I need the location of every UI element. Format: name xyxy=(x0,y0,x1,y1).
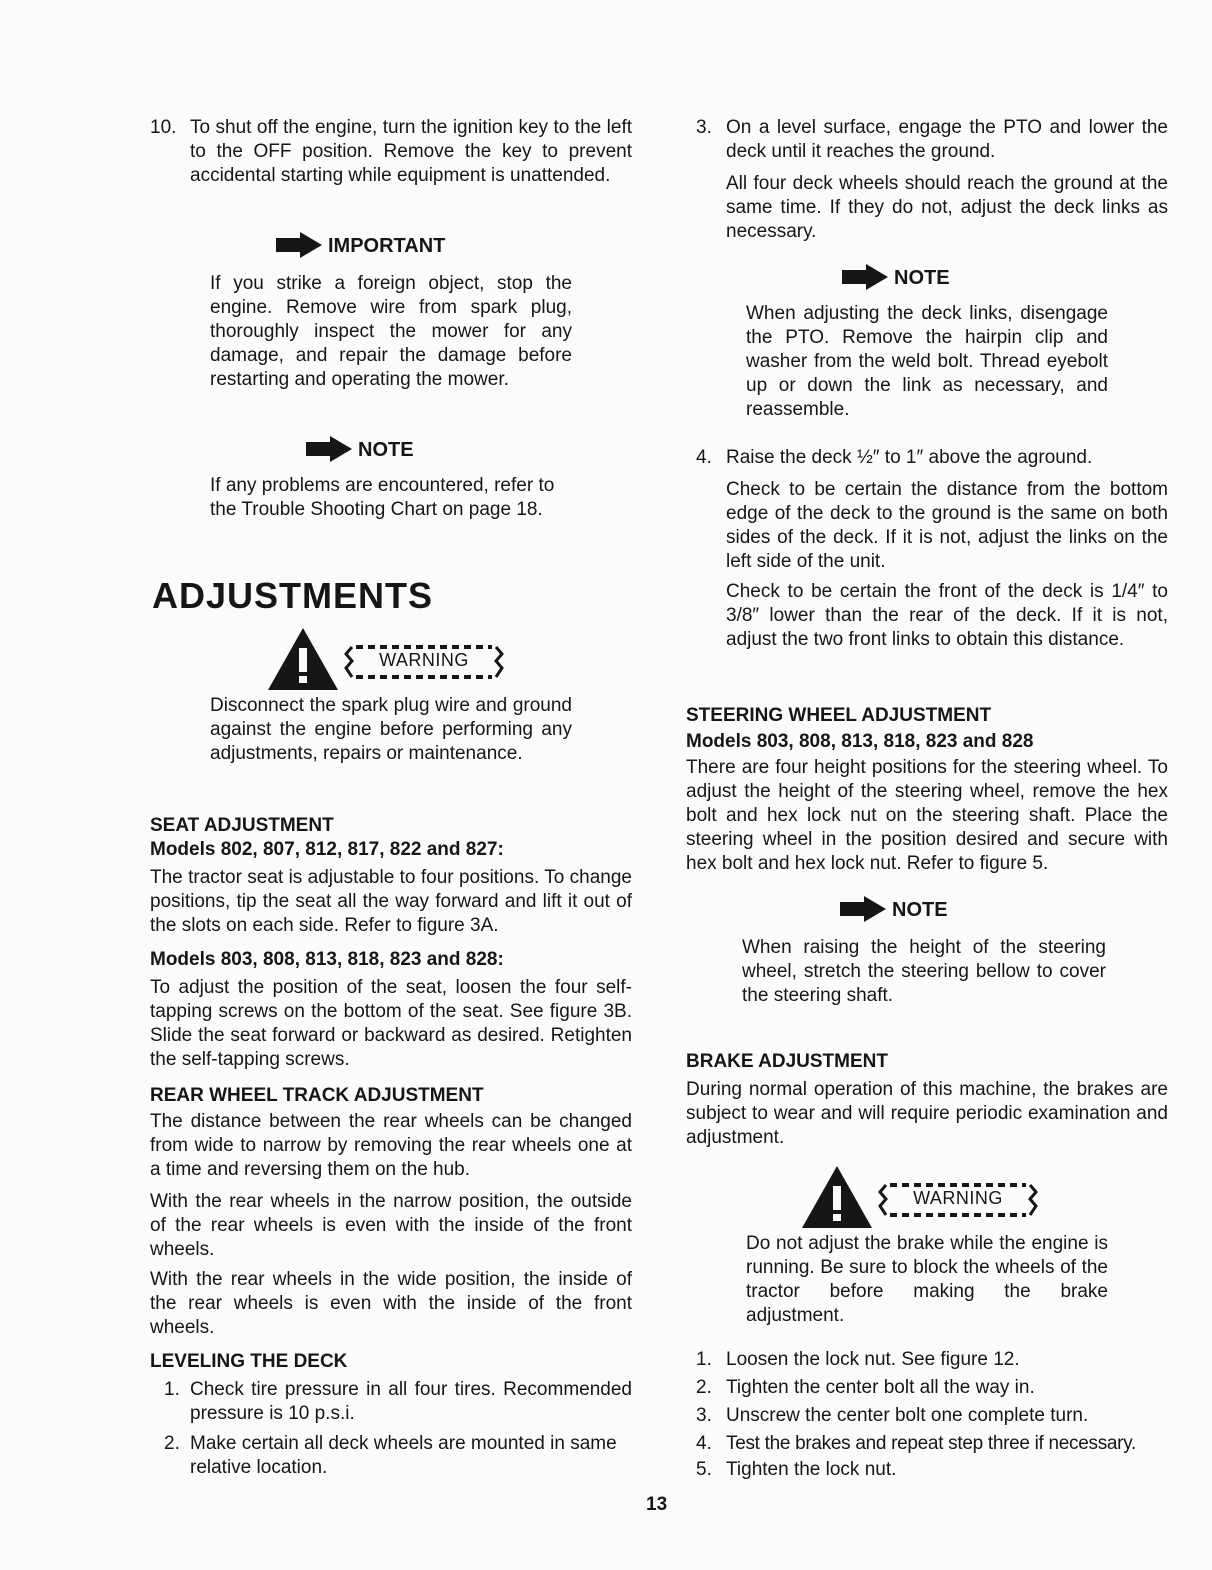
item-text: Test the brakes and repeat step three if necessary. xyxy=(726,1433,1136,1454)
steering-paragraph: There are four height positions for the steering wheel. To adjust the height of the steering wheel, remove the hex bolt and hex lock nut on the steering shaft. Place the steering wheel in the position desired and secure with hex bolt and hex lock nut. Refer to figure 5. xyxy=(686,757,1168,874)
list-item xyxy=(150,1378,632,1426)
list-item xyxy=(686,116,1168,164)
note-callout xyxy=(306,436,414,464)
item-text: Check tire pressure in all four tires. Recommended pressure is 10 p.s.i. xyxy=(190,1379,632,1424)
note-label: NOTE xyxy=(892,899,948,921)
item-number: 2. xyxy=(164,1433,180,1454)
item-number: 10. xyxy=(150,117,177,138)
item-number: 4. xyxy=(696,1433,712,1454)
note-label: NOTE xyxy=(894,267,950,289)
item-number: 5. xyxy=(696,1459,712,1480)
item-subparagraph: Check to be certain the distance from the bottom edge of the deck to the ground is the same on both sides of the deck. If it is not, adjust the links on the left side of the unit. xyxy=(726,479,1168,572)
important-text: If you strike a foreign object, stop the engine. Remove wire from spark plug, thoroughly inspect the mower for any damage, and repair the damage before restarting and operating the mower. xyxy=(210,273,572,390)
item-number: 1. xyxy=(164,1379,180,1400)
item-subparagraph: All four deck wheels should reach the ground at the same time. If they do not, adjust the deck links as necessary. xyxy=(726,173,1168,242)
warning-label-box xyxy=(344,644,504,674)
list-item xyxy=(686,1348,1168,1372)
note-callout xyxy=(840,896,948,924)
list-item xyxy=(686,446,1168,470)
arrow-right-icon xyxy=(842,264,890,292)
brake-paragraph: During normal operation of this machine, the brakes are subject to wear and will require periodic examination and adjustment. xyxy=(686,1079,1168,1148)
arrow-right-icon xyxy=(306,436,354,464)
list-item xyxy=(686,1432,1168,1456)
item-text: On a level surface, engage the PTO and lower the deck until it reaches the ground. xyxy=(726,117,1168,162)
warning-label: WARNING xyxy=(379,650,469,670)
rear-wheel-paragraph: With the rear wheels in the wide position, the inside of the rear wheels is even with the inside of the front wheels. xyxy=(150,1269,632,1338)
item-subparagraph: Check to be certain the front of the deck is 1/4″ to 3/8″ lower than the rear of the deck. If it is not, adjust the two front links to obtain this distance. xyxy=(726,581,1168,650)
item-text: Loosen the lock nut. See figure 12. xyxy=(726,1349,1020,1370)
item-text: Make certain all deck wheels are mounted in same relative location. xyxy=(190,1433,617,1478)
item-number: 4. xyxy=(696,447,712,468)
arrow-right-icon xyxy=(840,896,888,924)
item-number: 2. xyxy=(696,1377,712,1398)
rear-wheel-paragraph: The distance between the rear wheels can be changed from wide to narrow by removing the rear wheels one at a time and reversing them on the hub. xyxy=(150,1111,632,1180)
warning-triangle-icon xyxy=(800,1164,874,1230)
leveling-heading: LEVELING THE DECK xyxy=(150,1351,348,1372)
note-callout xyxy=(842,264,950,292)
note-label: NOTE xyxy=(358,439,414,461)
steering-models-heading: Models 803, 808, 813, 818, 823 and 828 xyxy=(686,731,1034,752)
item-text: To shut off the engine, turn the ignition key to the left to the OFF position. Remove the key to prevent accidental starting while equipment is unattended. xyxy=(190,117,632,186)
seat-paragraph: To adjust the position of the seat, loosen the four self-tapping screws on the bottom of the seat. See figure 3B. Slide the seat forward or backward as desired. Retighten the self-tapping screws. xyxy=(150,977,632,1070)
warning-text: Do not adjust the brake while the engine is running. Be sure to block the wheels of the tractor before making the brake adjustment. xyxy=(746,1233,1108,1326)
brake-heading: BRAKE ADJUSTMENT xyxy=(686,1051,888,1072)
warning-label: WARNING xyxy=(913,1188,1003,1208)
steering-heading: STEERING WHEEL ADJUSTMENT xyxy=(686,705,992,726)
rear-wheel-heading: REAR WHEEL TRACK ADJUSTMENT xyxy=(150,1085,484,1106)
important-label: IMPORTANT xyxy=(328,235,446,257)
note-text: When raising the height of the steering wheel, stretch the steering bellow to cover the steering shaft. xyxy=(742,937,1106,1006)
warning-triangle-icon xyxy=(266,626,340,692)
rear-wheel-paragraph: With the rear wheels in the narrow position, the outside of the rear wheels is even with the inside of the front wheels. xyxy=(150,1191,632,1260)
seat-paragraph: The tractor seat is adjustable to four positions. To change positions, tip the seat all the way forward and lift it out of the slots on each side. Refer to figure 3A. xyxy=(150,867,632,936)
seat-models-heading: Models 802, 807, 812, 817, 822 and 827: xyxy=(150,839,504,860)
note-text: If any problems are encountered, refer to the Trouble Shooting Chart on page 18. xyxy=(210,475,555,520)
important-callout xyxy=(276,232,445,260)
item-number: 3. xyxy=(696,117,712,138)
list-item xyxy=(686,1404,1168,1428)
item-text: Tighten the lock nut. xyxy=(726,1459,897,1480)
item-number: 1. xyxy=(696,1349,712,1370)
warning-callout xyxy=(266,626,526,690)
item-text: Tighten the center bolt all the way in. xyxy=(726,1377,1035,1398)
page-number: 13 xyxy=(646,1494,668,1515)
list-item xyxy=(686,1376,1168,1400)
arrow-right-icon xyxy=(276,232,324,260)
seat-adjustment-heading: SEAT ADJUSTMENT xyxy=(150,815,334,836)
item-text: Raise the deck ½″ to 1″ above the aground. xyxy=(726,447,1093,468)
list-item xyxy=(150,1432,632,1480)
warning-label-box xyxy=(878,1182,1038,1212)
item-text: Unscrew the center bolt one complete turn. xyxy=(726,1405,1089,1426)
item-number: 3. xyxy=(696,1405,712,1426)
warning-callout xyxy=(800,1164,1060,1228)
section-title: ADJUSTMENTS xyxy=(152,575,434,616)
seat-models-heading: Models 803, 808, 813, 818, 823 and 828: xyxy=(150,949,504,970)
list-item xyxy=(150,116,632,212)
warning-text: Disconnect the spark plug wire and ground against the engine before performing any adjustments, repairs or maintenance. xyxy=(210,695,572,764)
list-item xyxy=(686,1458,1168,1482)
note-text: When adjusting the deck links, disengage the PTO. Remove the hairpin clip and washer from the weld bolt. Thread eyebolt up or down the link as necessary, and reassemble. xyxy=(746,303,1108,420)
